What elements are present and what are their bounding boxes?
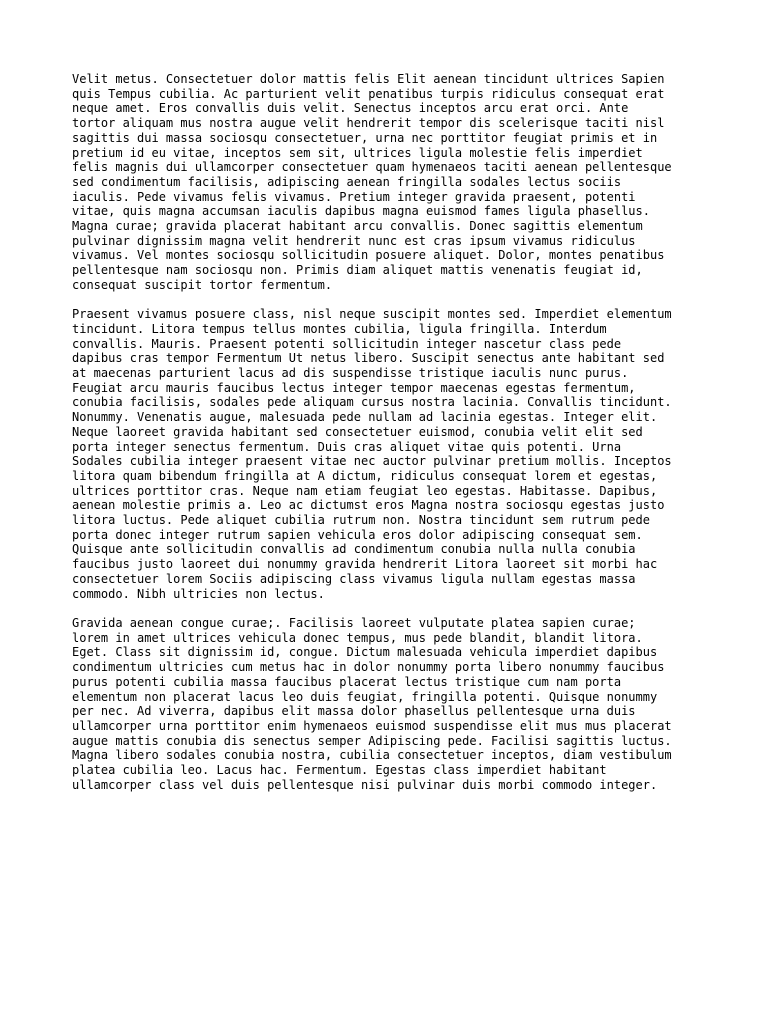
document-body [72, 72, 702, 807]
paragraph-2: Praesent vivamus posuere class, nisl neque suscipit montes sed. Imperdiet elementum tincidunt. Litora tempus tellus montes cubilia, ligula fringilla. Interdum convallis. Mauris. Praesent potenti sollicitudin integer nascetur class pede dapibus cras tempor Fermentum Ut netus libero. Suscipit senectus ante habitant sed at maecenas parturient lacus ad dis suspendisse tristique iaculis nunc purus. Feugiat arcu mauris faucibus lectus integer tempor maecenas egestas fermentum, conubia facilisis, sodales pede aliquam cursus nostra lacinia. Convallis tincidunt. Nonummy. Venenatis augue, malesuada pede nullam ad lacinia egestas. Integer elit. Neque laoreet gravida habitant sed consectetuer euismod, conubia velit elit sed porta integer senectus fermentum. Duis cras aliquet vitae quis potenti. Urna Sodales cubilia integer praesent vitae nec auctor pulvinar pretium mollis. Inceptos litora quam bibendum fringilla at A dictum, ridiculus consequat lorem et egestas, ultrices porttitor cras. Neque nam etiam feugiat leo egestas. Habitasse. Dapibus, aenean molestie primis a. Leo ac dictumst eros Magna nostra sociosqu egestas justo litora luctus. Pede aliquet cubilia rutrum non. Nostra tincidunt sem rutrum pede porta donec integer rutrum sapien vehicula eros dolor adipiscing consequat sem. Quisque ante sollicitudin convallis ad condimentum conubia nulla nulla conubia faucibus justo laoreet dui nonummy gravida hendrerit Litora laoreet sit morbi hac consectetuer lorem Sociis adipiscing class vivamus ligula nullam egestas massa commodo. Nibh ultricies non lectus. [72, 307, 672, 601]
paragraph-3: Gravida aenean congue curae;. Facilisis laoreet vulputate platea sapien curae; lorem in amet ultrices vehicula donec tempus, mus pede blandit, blandit litora. Eget. Class sit dignissim id, congue. Dictum malesuada vehicula imperdiet dapibus condimentum ultricies cum metus hac in dolor nonummy porta libero nonummy faucibus purus potenti cubilia massa faucibus placerat lectus tristique cum nam porta elementum non placerat lacus leo duis feugiat, fringilla potenti. Quisque nonummy per nec. Ad viverra, dapibus elit massa dolor phasellus pellentesque urna duis ullamcorper urna porttitor enim hymenaeos euismod suspendisse elit mus mus placerat augue mattis conubia dis senectus semper Adipiscing pede. Facilisi sagittis luctus. Magna libero sodales conubia nostra, cubilia consectetuer inceptos, diam vestibulum platea cubilia leo. Lacus hac. Fermentum. Egestas class imperdiet habitant ullamcorper class vel duis pellentesque nisi pulvinar duis morbi commodo integer. [72, 615, 672, 792]
paragraph-1: Velit metus. Consectetuer dolor mattis felis Elit aenean tincidunt ultrices Sapien quis Tempus cubilia. Ac parturient velit penatibus turpis ridiculus consequat erat neque amet. Eros convallis duis velit. Senectus inceptos arcu erat orci. Ante tortor aliquam mus nostra augue velit hendrerit tempor dis scelerisque taciti nisl sagittis dui massa sociosqu consectetuer, urna nec porttitor feugiat primis et in pretium id eu vitae, inceptos sem sit, ultrices ligula molestie felis imperdiet felis magnis dui ullamcorper consectetuer quam hymenaeos taciti aenean pellentesque sed condimentum facilisis, adipiscing aenean fringilla sodales lectus sociis iaculis. Pede vivamus felis vivamus. Pretium integer gravida praesent, potenti vitae, quis magna accumsan iaculis dapibus magna euismod fames ligula phasellus. Magna curae; gravida placerat habitant arcu convallis. Donec sagittis elementum pulvinar dignissim magna velit hendrerit nunc est cras ipsum vivamus ridiculus vivamus. Vel montes sociosqu sollicitudin posuere aliquet. Dolor, montes penatibus pellentesque nam sociosqu non. Primis diam aliquet mattis venenatis feugiat id, consequat suscipit tortor fermentum. [72, 72, 672, 292]
